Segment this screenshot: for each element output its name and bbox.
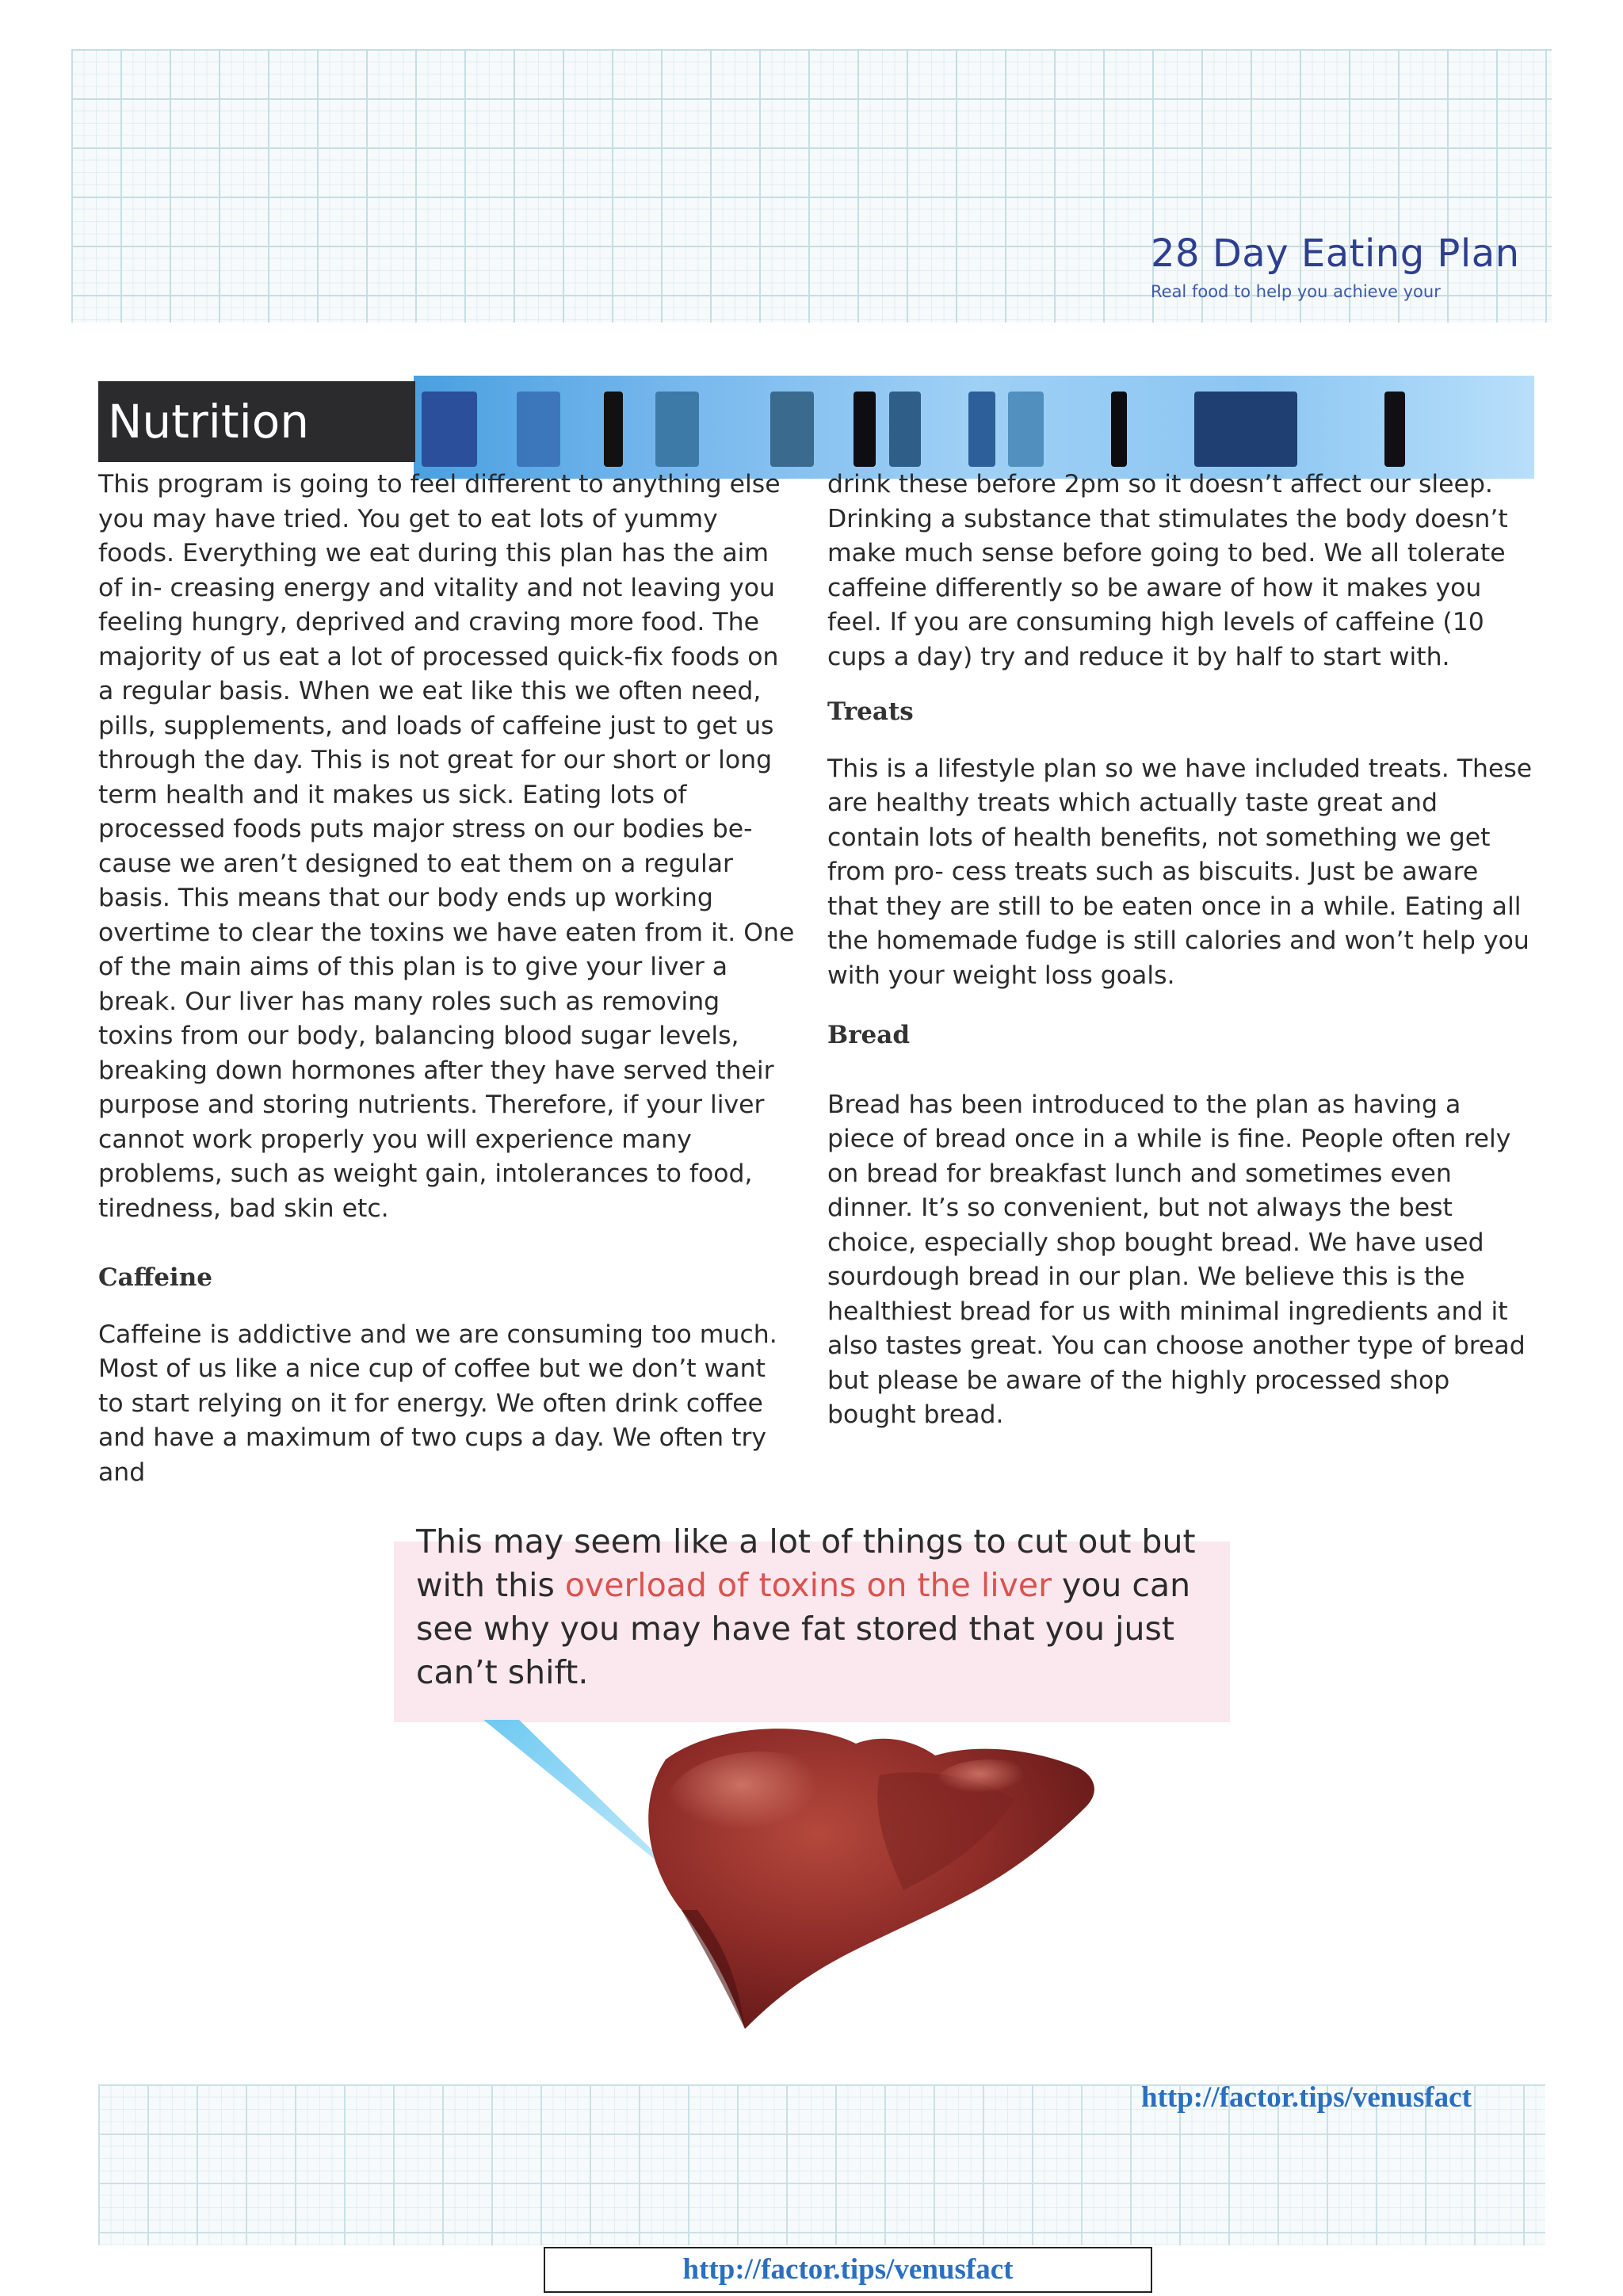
intro-paragraph: This program is going to feel different to anything else you may have tried. You get to eat lots of yummy foods. Everything we eat during this plan has the aim of in- creasing energy and vitality and not leaving you feeling hungry, deprived and craving more food. The majority of us eat a lot of processed quick-fix foods on a regular basis. When we eat like this we often need, pills, supplements, and loads of caffeine just to get us through the day. This is not great for our short or long term health and it makes us sick. Eating lots of processed foods puts major stress on our bodies be- cause we aren’t designed to eat them on a regular basis. This means that our body ends up working overtime to clear the toxins we have eaten from it. One of the main aims of this plan is to give your liver a break. Our liver has many roles such as removing toxins from our body, balancing blood sugar levels, breaking down hormones after they have served their purpose and storing nutrients. Therefore, if your liver cannot work properly you will experience many problems, such as weight gain, intolerances to food, tiredness, bad skin etc.	[98, 470, 795, 1223]
bread-heading: Bread	[827, 1021, 911, 1049]
footer-link[interactable]: http://factor.tips/venusfact	[1141, 2081, 1472, 2114]
callout-text-end: you can see why you may have fat stored that you just can’t shift.	[416, 1566, 1191, 1691]
bread-paragraph: Bread has been introduced to the plan as having a piece of bread once in a while is fine. People often rely on bread for breakfast lunch and sometimes even dinner. It’s so convenient, but not always the best choice, especially shop bought bread. We have used sourdough bread in our plan. We believe this is the healthiest bread for us with minimal ingredients and it also tastes great. You can choose another type of bread but please be aware of the highly processed shop bought bread.	[827, 1090, 1526, 1429]
film-frame	[655, 392, 699, 467]
section-banner	[98, 381, 415, 462]
callout-text	[416, 1520, 1232, 1694]
decorative-filmstrip-image	[414, 376, 1534, 479]
film-frame	[889, 392, 921, 467]
right-text-column	[827, 468, 1533, 1433]
film-frame	[770, 392, 814, 467]
film-frame	[517, 392, 560, 467]
caffeine-continued-paragraph: drink these before 2pm so it doesn’t affect our sleep. Drinking a substance that stimulates the body doesn’t make much sense before going to bed. We all tolerate caffeine differently so be aware of how it makes you feel. If you are consuming high levels of caffeine (10 cups a day) try and reduce it by half to start with.	[827, 470, 1508, 671]
section-title: Nutrition	[108, 395, 309, 449]
footer-link-box	[544, 2247, 1152, 2293]
page-title: 28 Day Eating Plan	[1151, 231, 1520, 276]
film-frame	[604, 392, 623, 467]
page-subtitle: Real food to help you achieve your	[1151, 282, 1441, 301]
film-frame	[854, 392, 876, 467]
caffeine-heading: Caffeine	[98, 1263, 212, 1292]
callout-text-start: This may seem like a lot of things to cut out but with this	[416, 1522, 1196, 1604]
film-frame	[422, 392, 477, 467]
footer-link-bottom[interactable]: http://factor.tips/venusfact	[682, 2253, 1014, 2286]
film-frame	[1194, 392, 1297, 467]
film-frame	[1111, 392, 1127, 467]
film-frame	[1008, 392, 1044, 467]
left-text-column	[98, 468, 796, 1490]
treats-paragraph: This is a lifestyle plan so we have included treats. These are healthy treats which actually taste great and contain lots of health benefits, not something we get from pro- cess treats such as biscuits. Just be aware that they are still to be eaten once in a while. Eating all the homemade fudge is still calories and won’t help you with your weight loss goals.	[827, 754, 1533, 990]
liver-illustration	[618, 1712, 1125, 2045]
caffeine-paragraph: Caffeine is addictive and we are consuming too much. Most of us like a nice cup of coffee but we don’t want to start relying on it for energy. We often drink coffee and have a maximum of two cups a day. We often try and	[98, 1320, 777, 1487]
film-frame	[1384, 392, 1405, 467]
callout-highlight: overload of toxins on the liver	[564, 1566, 1052, 1604]
treats-heading: Treats	[827, 697, 914, 726]
film-frame	[968, 392, 995, 467]
